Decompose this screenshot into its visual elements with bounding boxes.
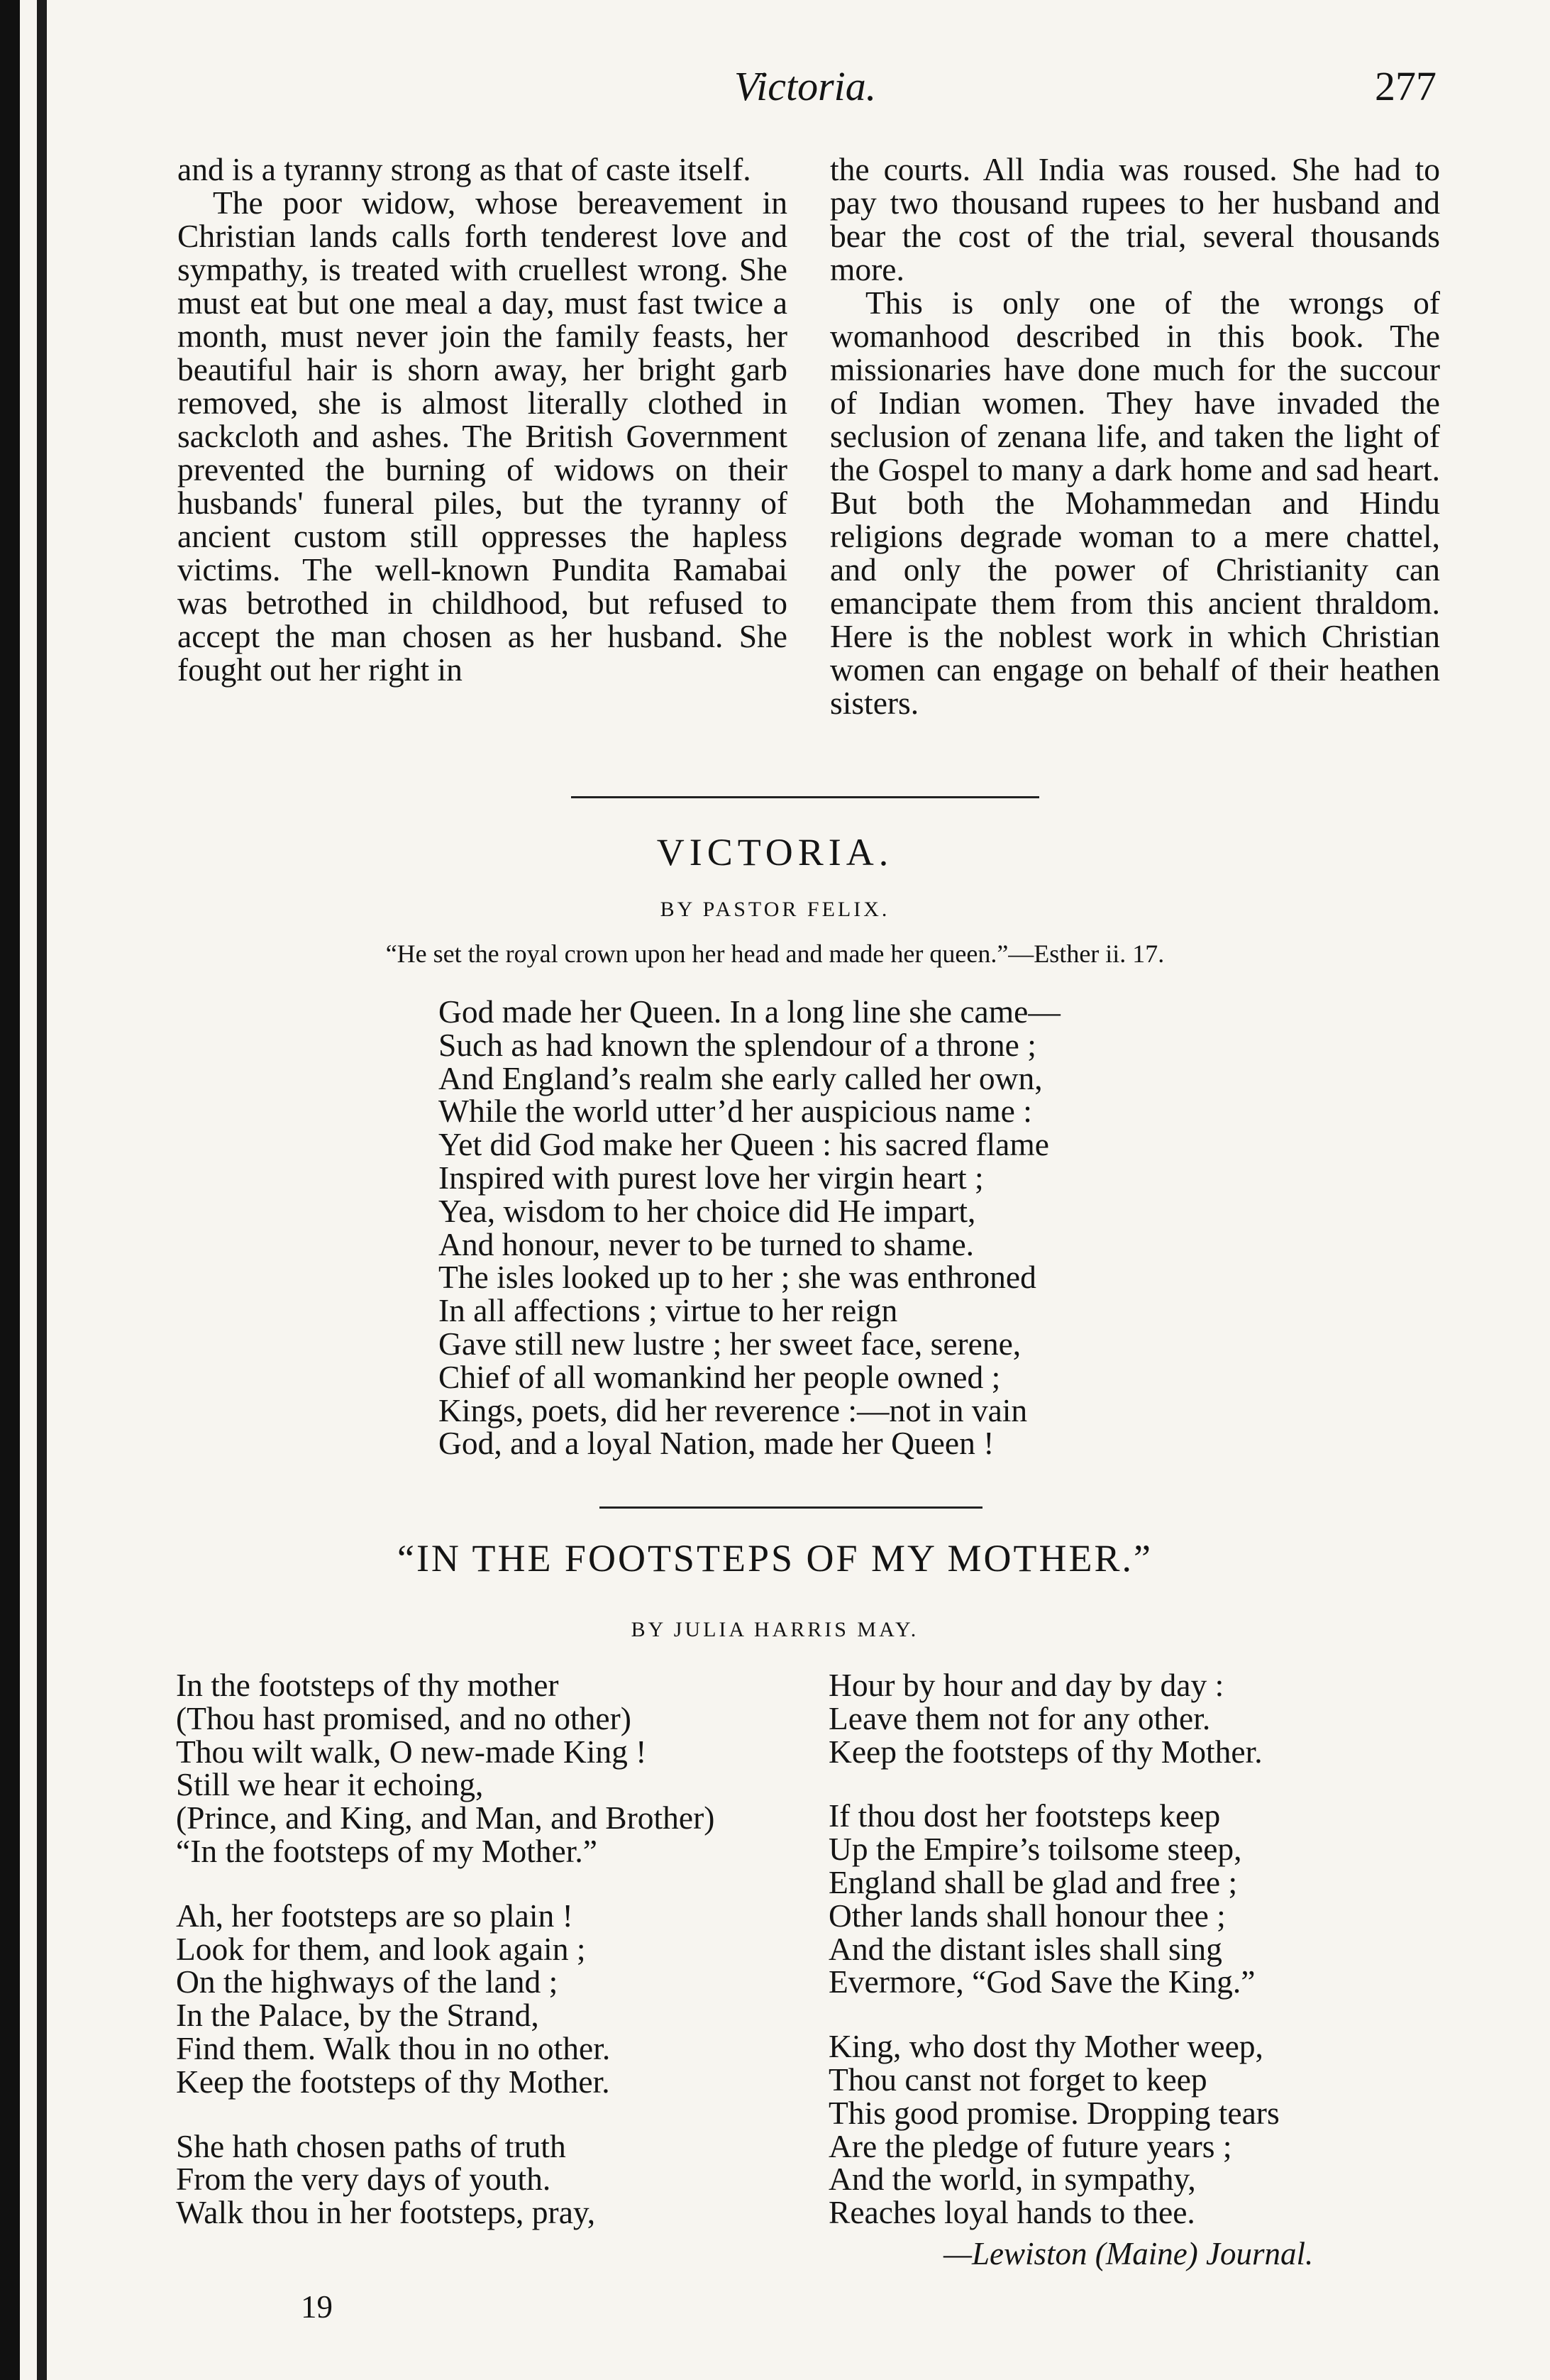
poem-line: In all affections ; virtue to her reign: [438, 1292, 898, 1329]
poem-line: In the Palace, by the Strand,: [176, 1997, 539, 2034]
poem-line: (Prince, and King, and Man, and Brother): [176, 1800, 715, 1836]
poem-line: Chief of all womankind her people owned ;: [438, 1358, 1001, 1395]
poem-line: She hath chosen paths of truth: [176, 2127, 566, 2164]
poem-byline: BY PASTOR FELIX.: [660, 898, 890, 921]
poem-line: Other lands shall honour thee ;: [829, 1897, 1226, 1934]
folio-signature-mark: 19: [301, 2289, 333, 2325]
stanza-break: [829, 1999, 1280, 2030]
poem-title: VICTORIA.: [656, 831, 894, 874]
poem-epigraph: “He set the royal crown upon her head and made her queen.”—Esther ii. 17.: [385, 940, 1165, 968]
stanza-break: [829, 1768, 1280, 1800]
poem-line: Are the pledge of future years ;: [829, 2127, 1232, 2164]
poem-line: This good promise. Dropping tears: [829, 2094, 1280, 2131]
running-head-title: Victoria.: [734, 63, 877, 109]
poem-line: Such as had known the splendour of a throne ;: [438, 1026, 1036, 1063]
section-divider: [599, 1506, 982, 1509]
poem-line: Thou wilt walk, O new-made King !: [176, 1733, 647, 1770]
poem-line: Gave still new lustre ; her sweet face, serene,: [438, 1325, 1022, 1362]
article-right-column: [830, 153, 1440, 720]
poem-footsteps-right-column: [829, 1669, 1280, 2230]
binding-edge: [37, 0, 47, 2380]
poem-line: Walk thou in her footsteps, pray,: [176, 2194, 596, 2231]
poem-line: On the highways of the land ;: [176, 1963, 558, 2000]
poem-line: And honour, never to be turned to shame.: [438, 1225, 975, 1262]
poem-line: And the distant isles shall sing: [829, 1930, 1222, 1967]
poem-line: From the very days of youth.: [176, 2161, 551, 2198]
poem-line: While the world utter’d her auspicious name :: [438, 1093, 1032, 1130]
article-left-column: [177, 153, 787, 686]
poem-line: Yea, wisdom to her choice did He impart,: [438, 1192, 976, 1229]
binding-shadow: [0, 0, 20, 2380]
poem-byline: BY JULIA HARRIS MAY.: [631, 1618, 919, 1641]
poem-line: Reaches loyal hands to thee.: [829, 2194, 1195, 2231]
poem-line: Thou canst not forget to keep: [829, 2061, 1207, 2098]
poem-line: (Thou hast promised, and no other): [176, 1699, 631, 1736]
poem-line: And England’s realm she early called her own,: [438, 1059, 1043, 1096]
poem-line: Evermore, “God Save the King.”: [829, 1963, 1256, 2000]
section-divider: [571, 796, 1039, 798]
poem-line: The isles looked up to her ; she was enthroned: [438, 1259, 1036, 1296]
poem-line: Keep the footsteps of thy Mother.: [176, 2063, 610, 2100]
poem-line: Yet did God make her Queen : his sacred flame: [438, 1126, 1049, 1163]
poem-line: Leave them not for any other.: [829, 1699, 1211, 1736]
poem-line: King, who dost thy Mother weep,: [829, 2028, 1263, 2065]
poem-line: England shall be glad and free ;: [829, 1863, 1238, 1900]
poem-line: Ah, her footsteps are so plain !: [176, 1897, 573, 1934]
poem-line: God made her Queen. In a long line she came—: [438, 993, 1061, 1030]
poem-line: If thou dost her footsteps keep: [829, 1797, 1221, 1834]
poem-line: “In the footsteps of my Mother.”: [176, 1832, 597, 1869]
poem-line: Up the Empire’s toilsome steep,: [829, 1831, 1242, 1868]
poem-line: Hour by hour and day by day :: [829, 1667, 1224, 1703]
article-paragraph: The poor widow, whose bereavement in Christian lands calls forth tenderest love and sympathy, is treated with cruellest wrong. She must eat but one meal a day, must fast twice a month, must never join the family feasts, her beautiful hair is shorn away, her bright garb removed, she is almost literally clothed in sackcloth and ashes. The British Government prevented the burning of widows on their husbands' funeral piles, but the tyranny of ancient custom still oppresses the hapless victims. The well-known Pundita Ramabai was betrothed in childhood, but refused to accept the man chosen as her husband. She fought out her right in: [177, 184, 787, 688]
poem-victoria: [438, 993, 1061, 1462]
poem-line: And the world, in sympathy,: [829, 2161, 1196, 2198]
article-paragraph: This is only one of the wrongs of womanhood described in this book. The missionaries have done much for the succour of Indian women. They have invaded the seclusion of zenana life, and taken the light of the Gospel to many a dark home and sad heart. But both the Mohammedan and Hindu religions degrade woman to a mere chattel, and only the power of Christianity can emancipate them from this ancient thraldom. Here is the noblest work in which Christian women can engage on behalf of their heathen sisters.: [830, 285, 1440, 721]
stanza-break: [176, 2099, 714, 2130]
article-paragraph: and is a tyranny strong as that of caste itself.: [177, 151, 751, 187]
running-head: [0, 62, 1550, 119]
poem-line: God, and a loyal Nation, made her Queen !: [438, 1425, 995, 1462]
poem-line: Kings, poets, did her reverence :—not in vain: [438, 1392, 1028, 1428]
poem-footsteps-left-column: [176, 1669, 714, 2230]
poem-line: Find them. Walk thou in no other.: [176, 2029, 611, 2066]
article-paragraph: the courts. All India was roused. She had to pay two thousand rupees to her husband and bear the cost of the trial, several thousands more.: [830, 151, 1440, 287]
stanza-break: [176, 1868, 714, 1900]
poem-line: In the footsteps of thy mother: [176, 1667, 559, 1703]
poem-line: Keep the footsteps of thy Mother.: [829, 1733, 1263, 1770]
poem-line: Look for them, and look again ;: [176, 1930, 586, 1967]
poem-line: Inspired with purest love her virgin heart ;: [438, 1159, 984, 1196]
poem-title: “IN THE FOOTSTEPS OF MY MOTHER.”: [397, 1537, 1153, 1580]
page-number: 277: [1375, 63, 1436, 109]
poem-source-signature: —Lewiston (Maine) Journal.: [943, 2236, 1314, 2271]
poem-line: Still we hear it echoing,: [176, 1766, 484, 1803]
